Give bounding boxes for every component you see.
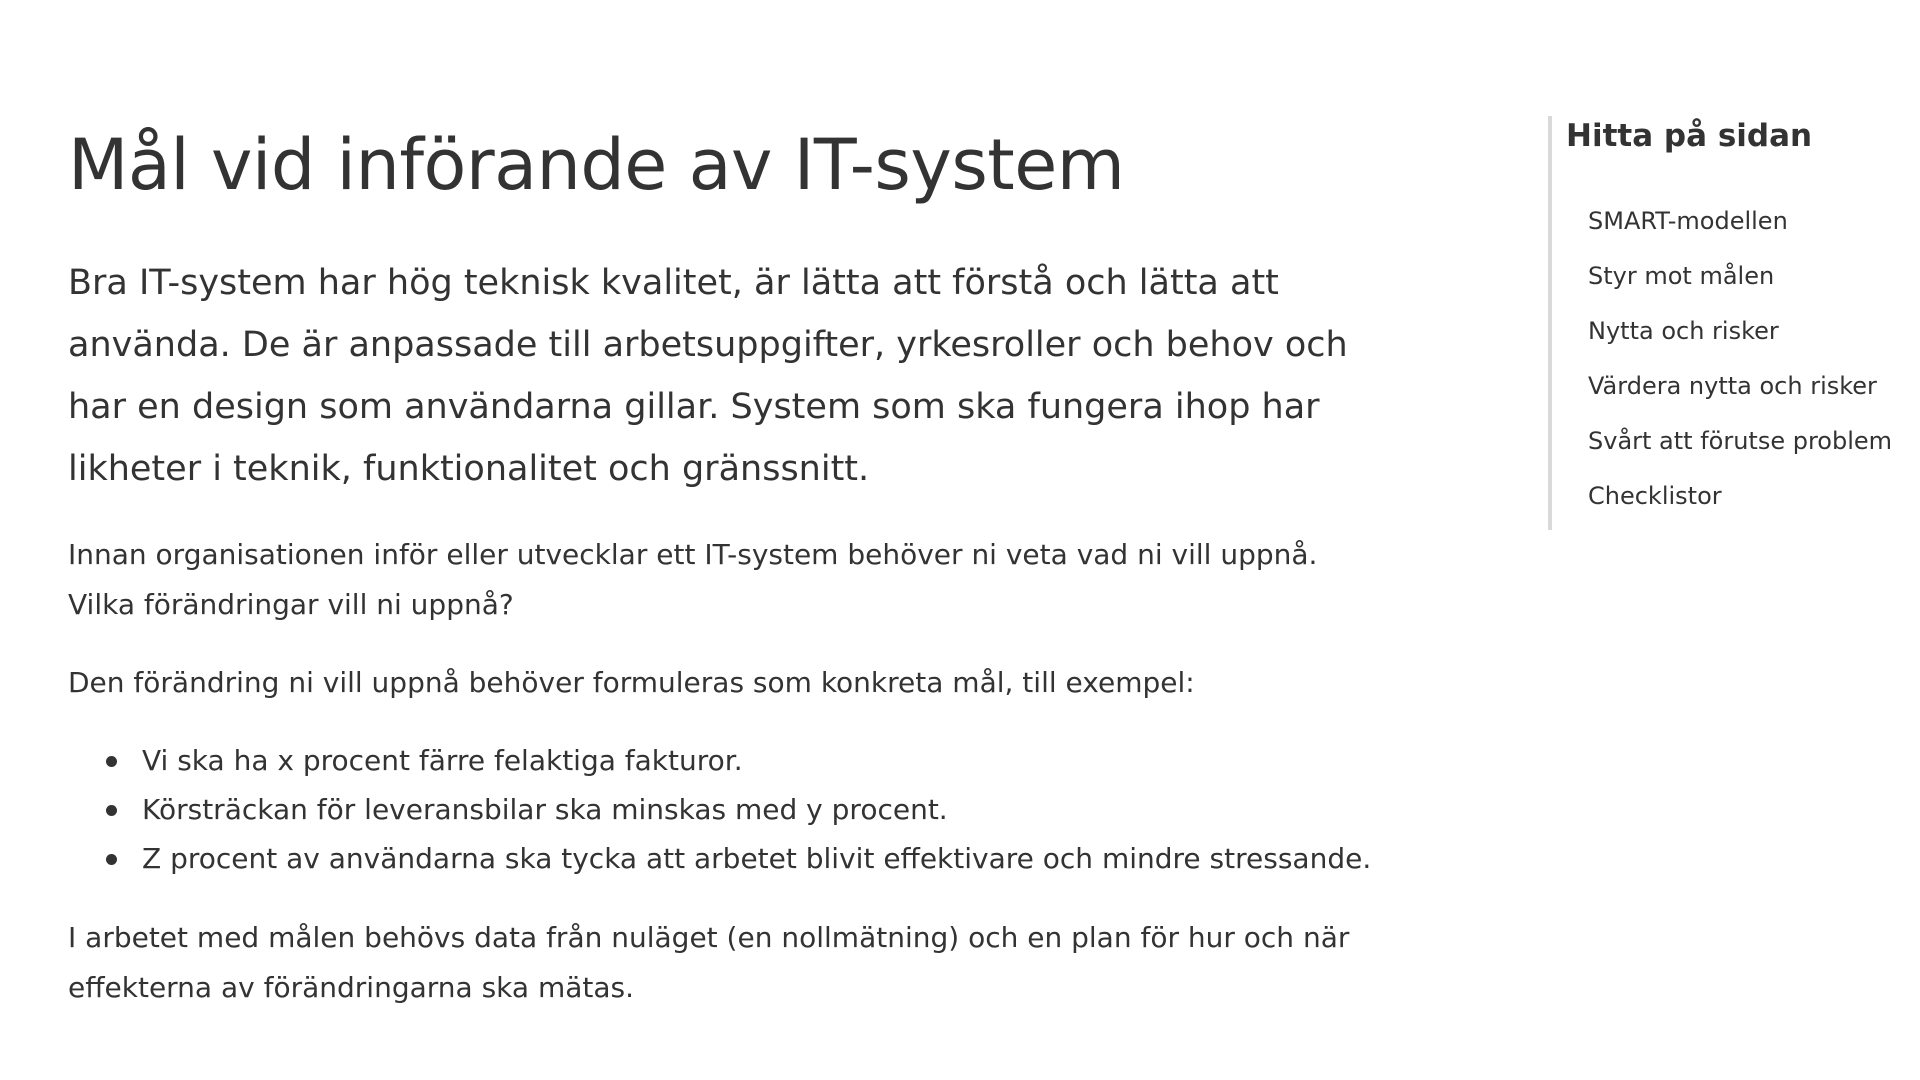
lead-paragraph: Bra IT-system har hög teknisk kvalitet, är lätta att förstå och lätta att använda. De är anpassade till arbetsuppgifter, yrkesroller och behov och har en design som användarna gillar. System som ska fungera ihop har likheter i teknik, funktionalitet och gränssnitt. bbox=[68, 263, 1348, 489]
bullet-icon bbox=[106, 756, 117, 767]
toc-link-svart-att-forutse[interactable]: Svårt att förutse problem bbox=[1588, 427, 1893, 455]
measurement-paragraph: I arbetet med målen behövs data från nuläget (en nollmätning) och en plan för hur och när effekterna av förändringarna ska mätas. bbox=[68, 921, 1350, 1004]
list-item-text: Vi ska ha x procent färre felaktiga fakturor. bbox=[142, 744, 743, 777]
toc-link-nytta-och-risker[interactable]: Nytta och risker bbox=[1588, 317, 1779, 345]
toc-link-vardera-nytta[interactable]: Värdera nytta och risker bbox=[1588, 372, 1877, 400]
bullet-icon bbox=[106, 854, 117, 865]
table-of-contents bbox=[1548, 116, 1908, 530]
toc-link-styr-mot-malen[interactable]: Styr mot målen bbox=[1588, 262, 1775, 290]
toc-item-styr-mot-malen bbox=[1588, 249, 1908, 304]
toc-item-checklistor bbox=[1588, 469, 1908, 524]
toc-heading: Hitta på sidan bbox=[1566, 118, 1813, 154]
list-item bbox=[106, 736, 1358, 785]
main-content bbox=[68, 120, 1372, 1013]
list-item-text: Körsträckan för leveransbilar ska minskas med y procent. bbox=[142, 793, 948, 826]
list-item-text: Z procent av användarna ska tycka att arbetet blivit effektivare och mindre stressande. bbox=[142, 842, 1372, 875]
goal-examples-list bbox=[68, 736, 1372, 883]
toc-link-checklistor[interactable]: Checklistor bbox=[1588, 482, 1722, 510]
toc-link-smart-modellen[interactable]: SMART-modellen bbox=[1588, 207, 1788, 235]
list-item bbox=[106, 834, 1372, 883]
goals-paragraph: Den förändring ni vill uppnå behöver formuleras som konkreta mål, till exempel: bbox=[68, 666, 1195, 699]
toc-list bbox=[1566, 194, 1908, 524]
toc-item-vardera-nytta bbox=[1588, 359, 1908, 414]
bullet-icon bbox=[106, 805, 117, 816]
toc-item-nytta-och-risker bbox=[1588, 304, 1908, 359]
toc-item-smart-modellen bbox=[1588, 194, 1908, 249]
toc-item-svart-att-forutse bbox=[1588, 414, 1908, 469]
intro-paragraph: Innan organisationen inför eller utvecklar ett IT-system behöver ni veta vad ni vill uppnå. Vilka förändringar vill ni uppnå? bbox=[68, 538, 1318, 621]
page-title: Mål vid införande av IT-system bbox=[68, 124, 1125, 206]
list-item bbox=[106, 785, 1358, 834]
